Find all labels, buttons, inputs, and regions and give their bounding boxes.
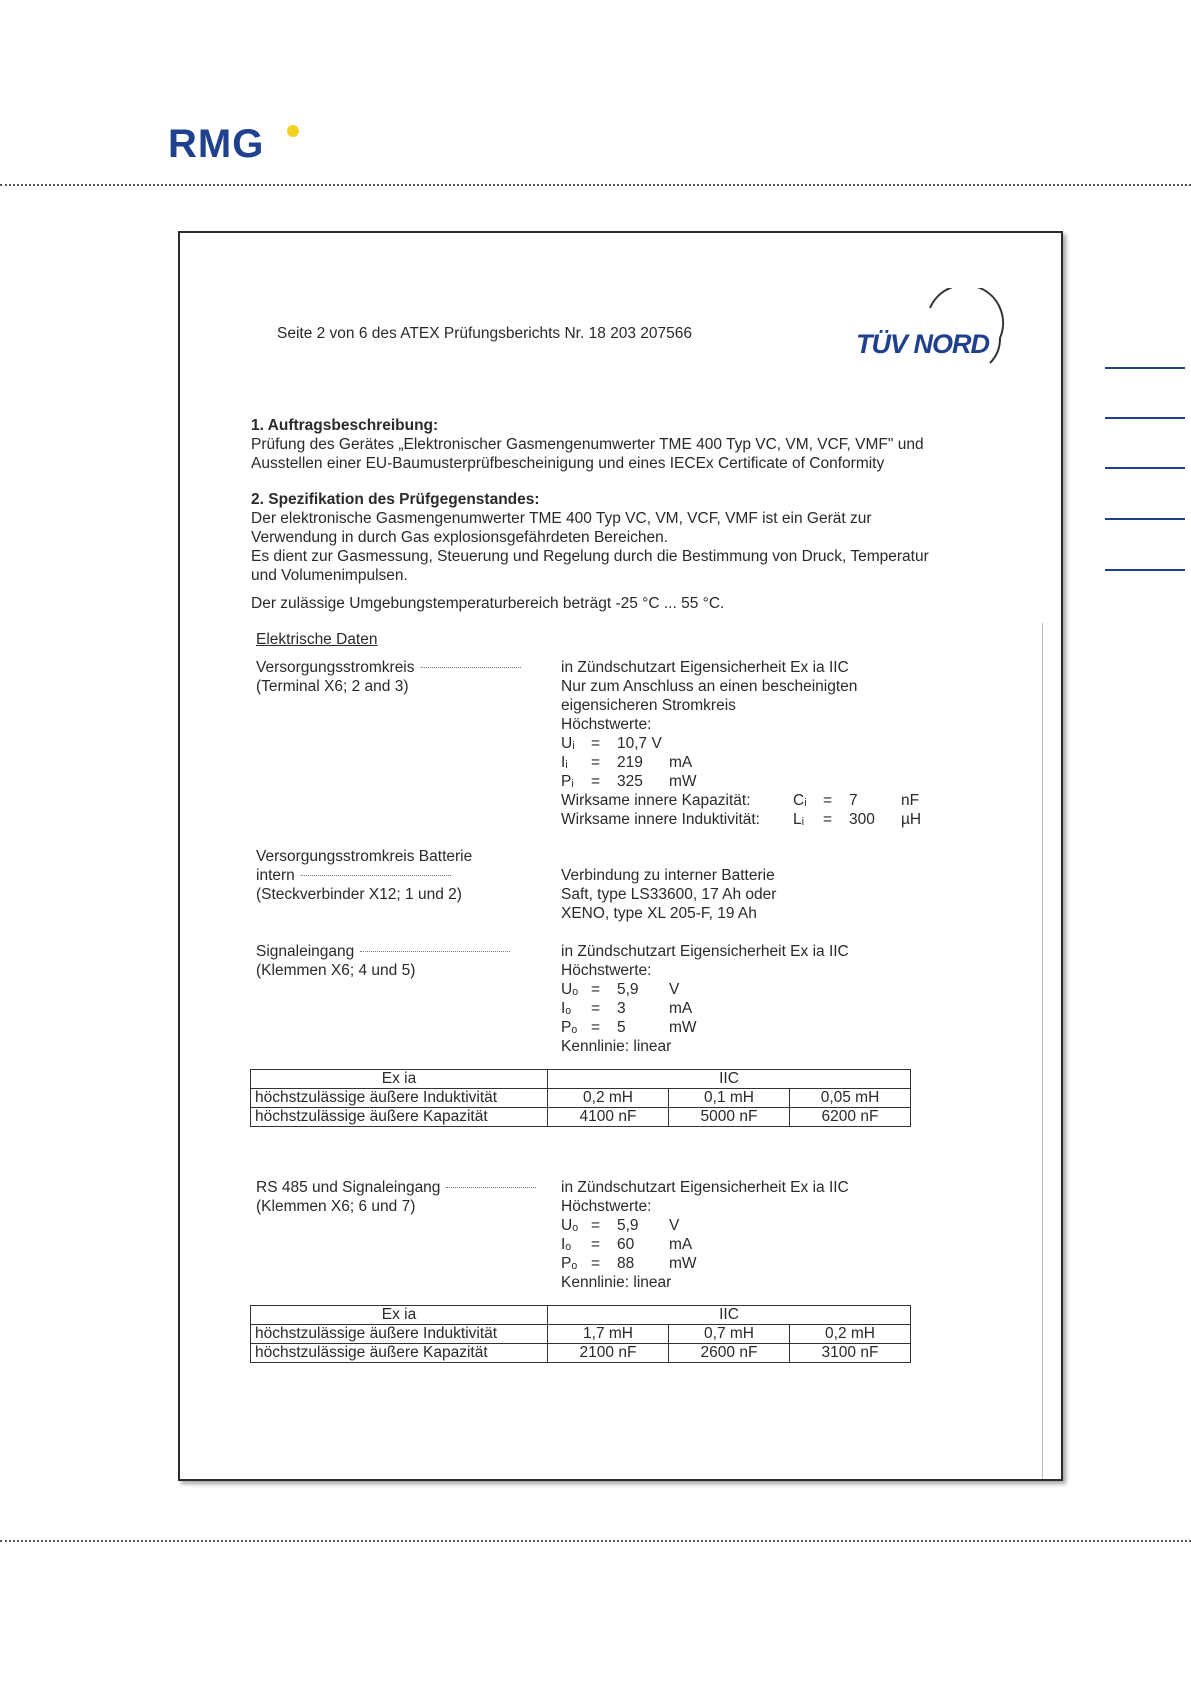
ex-ia-table-1	[250, 1069, 911, 1127]
t2-row1-c2: 0,7 mH	[669, 1325, 790, 1344]
b2-value-1: Verbindung zu interner Batterie	[561, 867, 775, 884]
t1-header-ex: Ex ia	[251, 1070, 548, 1089]
b3-row-1: Uₒ = 5,9 V	[561, 981, 680, 998]
t2-row1-label: höchstzulässige äußere Induktivität	[251, 1325, 548, 1344]
b3-kennlinie: Kennlinie: linear	[561, 1038, 672, 1055]
section-1-line-2: Ausstellen einer EU-Baumusterprüfbescheinigung und eines IECEx Certificate of Conformity	[251, 455, 885, 472]
b1-row-2: Iᵢ = 219 mA	[561, 754, 693, 771]
scan-edge-line	[1042, 623, 1043, 1479]
b3-value-2: Höchstwerte:	[561, 962, 652, 979]
b1-value-2: Nur zum Anschluss an einen bescheinigten	[561, 678, 858, 695]
b4-value-2: Höchstwerte:	[561, 1198, 652, 1215]
b4-row-2: Iₒ = 60 mA	[561, 1236, 693, 1253]
b1-value-3: eigensicheren Stromkreis	[561, 697, 736, 714]
b3-value-1: in Zündschutzart Eigensicherheit Ex ia IIC	[561, 943, 849, 960]
t1-row2-c3: 6200 nF	[790, 1108, 911, 1127]
b2-label-2: intern	[256, 867, 451, 885]
b3-row-2: Iₒ = 3 mA	[561, 1000, 693, 1017]
side-tab-2[interactable]	[1105, 417, 1185, 419]
section-2-line-1: Der elektronische Gasmengenumwerter TME 400 Typ VC, VM, VCF, VMF ist ein Gerät zur	[251, 510, 872, 527]
section-2-line-4: und Volumenimpulsen.	[251, 567, 408, 584]
t2-header-iic: IIC	[548, 1306, 911, 1325]
b4-kennlinie: Kennlinie: linear	[561, 1274, 672, 1291]
side-tab-3[interactable]	[1105, 467, 1185, 469]
rmg-logo-dot	[287, 125, 299, 137]
b3-row-3: Pₒ = 5 mW	[561, 1019, 697, 1036]
b2-label-1: Versorgungsstromkreis Batterie	[256, 848, 473, 865]
b3-label-2: (Klemmen X6; 4 und 5)	[256, 962, 416, 979]
b1-value-4: Höchstwerte:	[561, 716, 652, 733]
t1-row2-label: höchstzulässige äußere Kapazität	[251, 1108, 548, 1127]
tuv-nord-logo: TÜV NORD	[856, 329, 989, 359]
t1-header-iic: IIC	[548, 1070, 911, 1089]
t1-row1-c1: 0,2 mH	[548, 1089, 669, 1108]
side-tab-1[interactable]	[1105, 367, 1185, 369]
b1-value-1: in Zündschutzart Eigensicherheit Ex ia IIC	[561, 659, 849, 676]
t2-header-ex: Ex ia	[251, 1306, 548, 1325]
ex-ia-table-2	[250, 1305, 911, 1363]
t1-row2-c1: 4100 nF	[548, 1108, 669, 1127]
b2-label-3: (Steckverbinder X12; 1 und 2)	[256, 886, 462, 903]
b4-label-1: RS 485 und Signaleingang	[256, 1179, 536, 1197]
b1-row-1: Uᵢ = 10,7 V	[561, 735, 662, 752]
t1-row1-label: höchstzulässige äußere Induktivität	[251, 1089, 548, 1108]
footer-divider	[0, 1540, 1191, 1542]
report-header: Seite 2 von 6 des ATEX Prüfungsberichts Nr. 18 203 207566	[277, 325, 693, 342]
electrical-data-title: Elektrische Daten	[256, 631, 378, 648]
side-tab-4[interactable]	[1105, 518, 1185, 520]
b1-label-2: (Terminal X6; 2 and 3)	[256, 678, 409, 695]
b1-capacitance: Wirksame innere Kapazität: Cᵢ = 7 nF	[561, 792, 920, 809]
side-tab-5[interactable]	[1105, 569, 1185, 571]
b1-inductance: Wirksame innere Induktivität: Lᵢ = 300 µH	[561, 811, 922, 828]
b1-label-1: Versorgungsstromkreis	[256, 659, 521, 677]
b4-row-3: Pₒ = 88 mW	[561, 1255, 697, 1272]
section-1-title: 1. Auftragsbeschreibung:	[251, 417, 439, 434]
t1-row1-c2: 0,1 mH	[669, 1089, 790, 1108]
header-divider	[0, 184, 1191, 186]
b4-label-2: (Klemmen X6; 6 und 7)	[256, 1198, 416, 1215]
scanned-certificate-page	[178, 231, 1063, 1481]
t2-row2-c3: 3100 nF	[790, 1344, 911, 1363]
temperature-range: Der zulässige Umgebungstemperaturbereich beträgt -25 °C ... 55 °C.	[251, 595, 725, 612]
t2-row1-c3: 0,2 mH	[790, 1325, 911, 1344]
b4-row-1: Uₒ = 5,9 V	[561, 1217, 680, 1234]
section-2-title: 2. Spezifikation des Prüfgegenstandes:	[251, 491, 540, 508]
section-2-line-2: Verwendung in durch Gas explosionsgefährdeten Bereichen.	[251, 529, 669, 546]
t1-row2-c2: 5000 nF	[669, 1108, 790, 1127]
b1-row-3: Pᵢ = 325 mW	[561, 773, 697, 790]
b3-label-1: Signaleingang	[256, 943, 510, 961]
t2-row2-c2: 2600 nF	[669, 1344, 790, 1363]
t1-row1-c3: 0,05 mH	[790, 1089, 911, 1108]
rmg-logo: RMG	[168, 122, 265, 166]
b4-value-1: in Zündschutzart Eigensicherheit Ex ia IIC	[561, 1179, 849, 1196]
section-1-line-1: Prüfung des Gerätes „Elektronischer Gasmengenumwerter TME 400 Typ VC, VM, VCF, VMF" und	[251, 436, 924, 453]
section-2-line-3: Es dient zur Gasmessung, Steuerung und Regelung durch die Bestimmung von Druck, Temperatur	[251, 548, 929, 565]
t2-row2-label: höchstzulässige äußere Kapazität	[251, 1344, 548, 1363]
t2-row1-c1: 1,7 mH	[548, 1325, 669, 1344]
b2-value-3: XENO, type XL 205-F, 19 Ah	[561, 905, 757, 922]
b2-value-2: Saft, type LS33600, 17 Ah oder	[561, 886, 777, 903]
t2-row2-c1: 2100 nF	[548, 1344, 669, 1363]
